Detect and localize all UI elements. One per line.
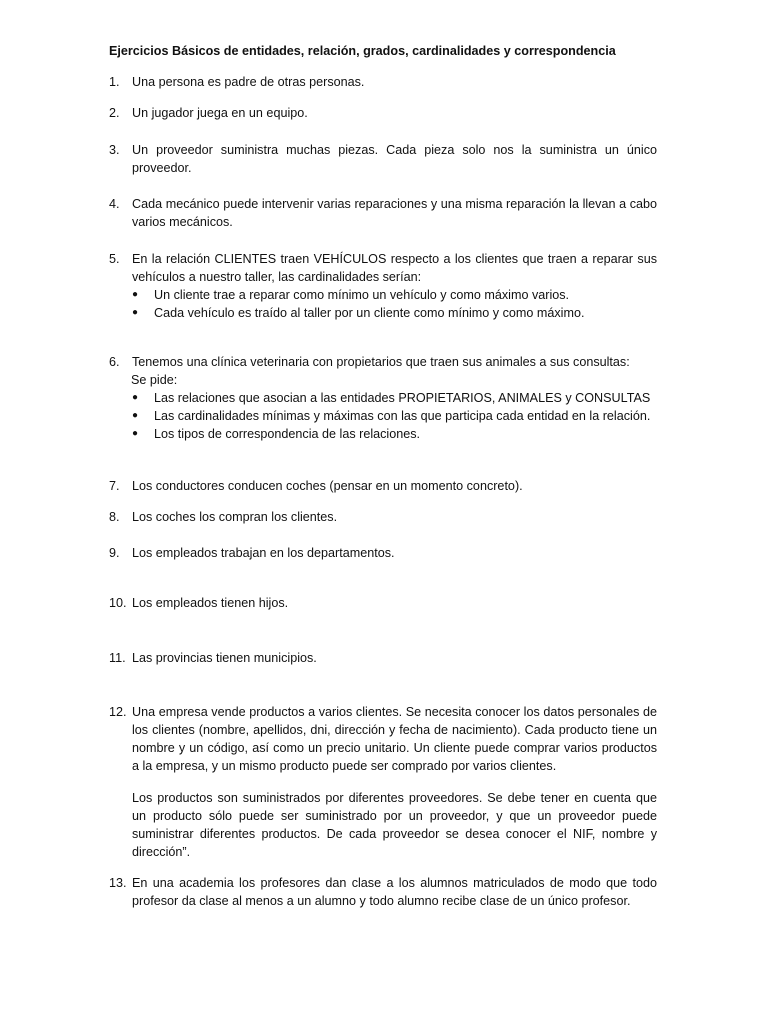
exercise-text: Los empleados tienen hijos. <box>132 596 289 610</box>
exercise-number: 11. <box>109 651 126 665</box>
exercise-text: Las provincias tienen municipios. <box>132 651 317 665</box>
exercise-number: 12. <box>109 705 127 719</box>
exercise-text: Tenemos una clínica veterinaria con propietarios que traen sus animales a sus consultas: <box>132 355 630 369</box>
exercise-text: Los coches los compran los clientes. <box>132 510 338 524</box>
exercise-number: 8. <box>109 510 120 524</box>
bullet-icon: ● <box>132 428 139 439</box>
bullet-list <box>109 286 657 322</box>
exercise-text: Los empleados trabajan en los departamentos. <box>132 546 395 560</box>
exercise-8 <box>109 508 657 526</box>
exercise-5 <box>109 250 657 322</box>
list-item: ● Cada vehículo es traído al taller por un cliente como mínimo y como máximo. <box>132 306 585 320</box>
exercise-1 <box>109 73 657 91</box>
exercise-subtext: Se pide: <box>131 373 178 387</box>
exercise-3 <box>109 141 657 177</box>
list-item: ● Un cliente trae a reparar como mínimo un vehículo y como máximo varios. <box>132 288 570 302</box>
bullet-list <box>109 389 657 443</box>
exercise-number: 5. <box>109 252 120 266</box>
exercise-7 <box>109 477 657 495</box>
exercise-number: 7. <box>109 479 120 493</box>
bullet-icon: ● <box>132 307 139 318</box>
exercise-number: 1. <box>109 75 120 89</box>
exercise-4 <box>109 195 657 231</box>
exercise-number: 10. <box>109 596 127 610</box>
exercise-text: Una persona es padre de otras personas. <box>132 75 365 89</box>
exercise-number: 2. <box>109 106 120 120</box>
bullet-icon: ● <box>132 392 139 403</box>
exercise-text: En la relación CLIENTES traen VEHÍCULOS respecto a los clientes que traen a reparar sus vehículos a nuestro taller, las cardinalidades serían: <box>132 252 657 284</box>
document-title: Ejercicios Básicos de entidades, relación, grados, cardinalidades y correspondencia <box>109 44 616 58</box>
exercise-10 <box>109 594 657 612</box>
exercise-13 <box>109 874 657 910</box>
list-item: ● Las cardinalidades mínimas y máximas con las que participa cada entidad en la relación. <box>132 409 651 423</box>
exercise-11 <box>109 649 657 667</box>
list-item: ● Los tipos de correspondencia de las relaciones. <box>132 427 421 441</box>
exercise-number: 9. <box>109 546 120 560</box>
exercise-text: Cada mecánico puede intervenir varias reparaciones y una misma reparación la llevan a cabo varios mecánicos. <box>132 197 657 229</box>
exercise-text-continued: Los productos son suministrados por diferentes proveedores. Se debe tener en cuenta que un producto sólo puede ser suministrado por un proveedor, y que un proveedor puede suministrar diferentes productos. De cada proveedor se desea conocer el NIF, nombre y dirección”. <box>132 791 657 859</box>
bullet-icon: ● <box>132 289 139 300</box>
bullet-icon: ● <box>132 410 139 421</box>
exercise-12 <box>109 703 657 861</box>
exercise-number: 3. <box>109 143 120 157</box>
exercise-text: Los conductores conducen coches (pensar en un momento concreto). <box>132 479 523 493</box>
exercise-text: En una academia los profesores dan clase a los alumnos matriculados de modo que todo profesor da clase al menos a un alumno y todo alumno recibe clase de un único profesor. <box>132 876 657 908</box>
exercise-number: 6. <box>109 355 120 369</box>
exercise-2 <box>109 104 657 122</box>
exercise-6 <box>109 353 657 443</box>
exercise-text: Un jugador juega en un equipo. <box>132 106 308 120</box>
exercise-text: Un proveedor suministra muchas piezas. Cada pieza solo nos la suministra un único proveedor. <box>132 143 657 175</box>
exercise-text: Una empresa vende productos a varios clientes. Se necesita conocer los datos personales de los clientes (nombre, apellidos, dni, dirección y fecha de nacimiento). Cada producto tiene un nombre y un código, así como un precio unitario. Un cliente puede comprar varios productos a la empresa, y un mismo producto puede ser comprado por varios clientes. <box>132 705 657 773</box>
exercise-number: 13. <box>109 876 127 890</box>
exercise-number: 4. <box>109 197 120 211</box>
list-item: ● Las relaciones que asocian a las entidades PROPIETARIOS, ANIMALES y CONSULTAS <box>132 391 651 405</box>
exercise-9 <box>109 544 657 562</box>
